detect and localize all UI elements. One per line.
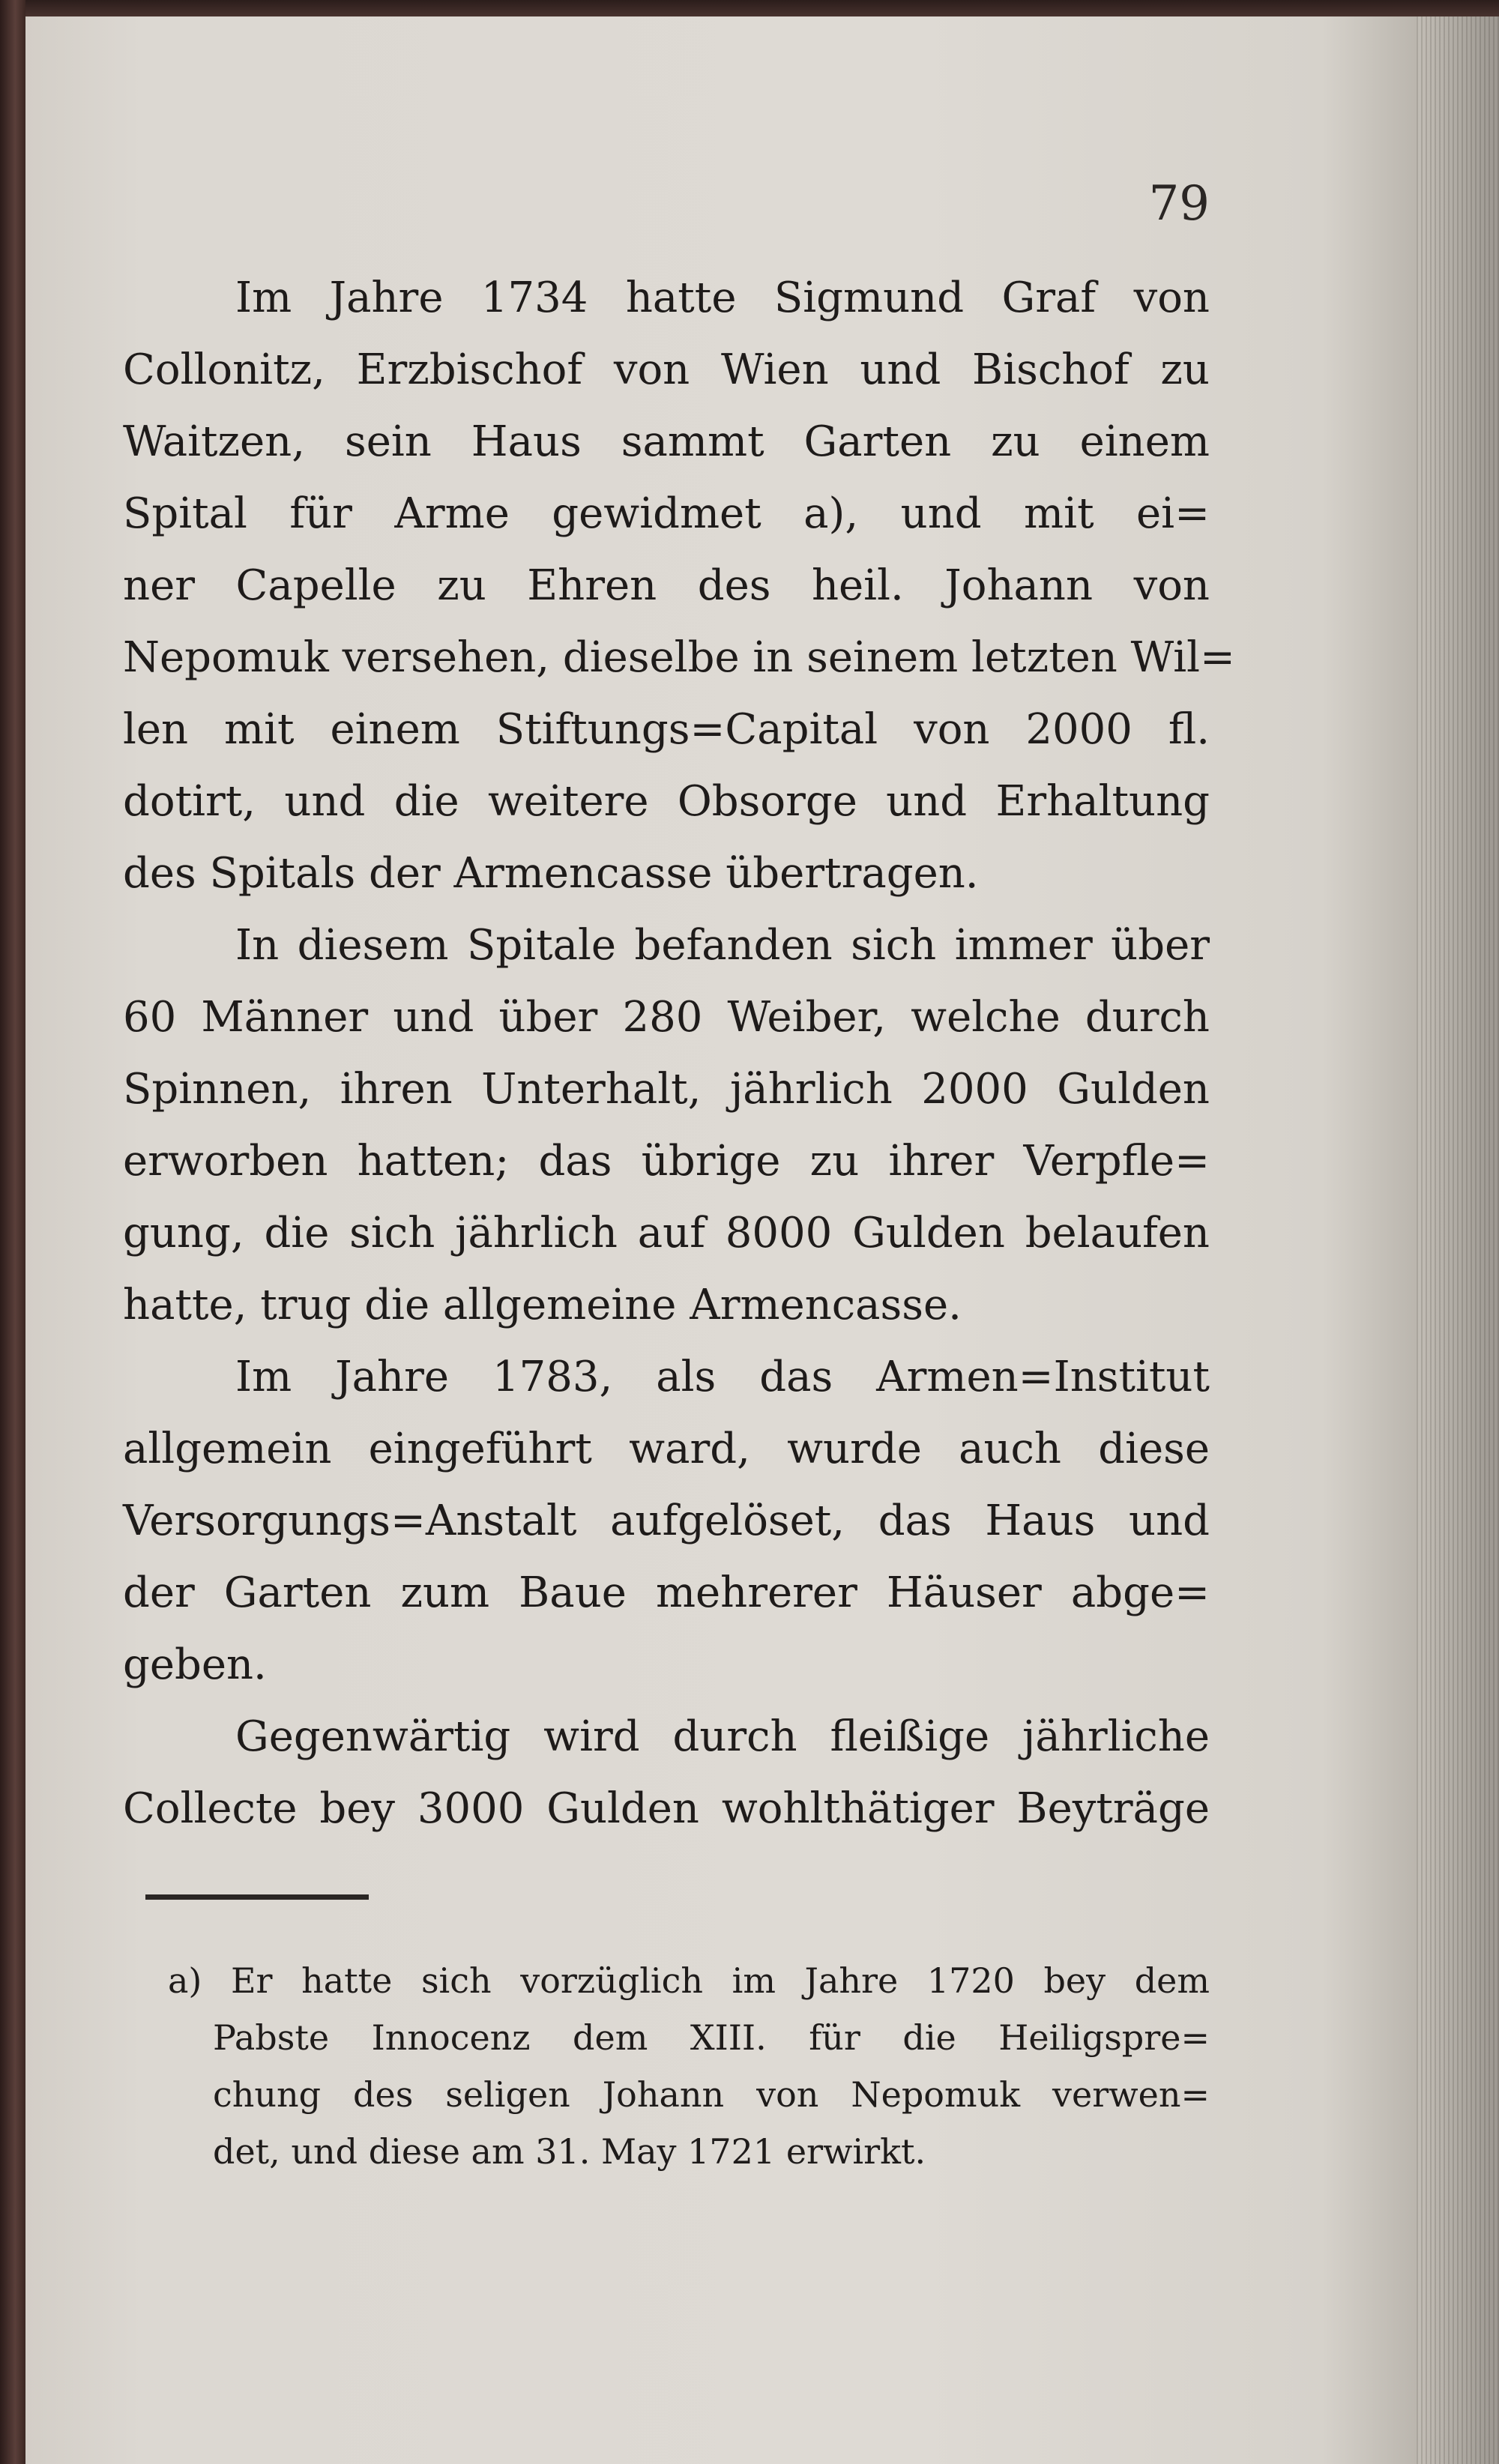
text-line: len mit einem Stiftungs=Capital von 2000 fl. xyxy=(123,705,1210,754)
page-text-block xyxy=(123,16,1235,2464)
text-line: des Spitals der Armencasse übertragen. xyxy=(123,849,979,898)
page-stack-edge xyxy=(1417,16,1499,2464)
text-line: Spinnen, ihren Unterhalt, jährlich 2000 Gulden xyxy=(123,1065,1210,1114)
text-line: Gegenwärtig wird durch fleißige jährliche xyxy=(235,1712,1210,1761)
text-line: Im Jahre 1783, als das Armen=Institut xyxy=(235,1353,1210,1401)
book-page xyxy=(25,16,1499,2464)
text-line: Collonitz, Erzbischof von Wien und Bischof zu xyxy=(123,345,1210,394)
text-line: Im Jahre 1734 hatte Sigmund Graf von xyxy=(235,274,1210,322)
page-number: 79 xyxy=(1148,176,1210,232)
footnote-line: Pabste Innocenz dem XIII. für die Heiligspre= xyxy=(213,2017,1210,2058)
text-line: hatte, trug die allgemeine Armencasse. xyxy=(123,1281,962,1329)
text-line: der Garten zum Baue mehrerer Häuser abge= xyxy=(123,1568,1210,1617)
footnote-line: chung des seligen Johann von Nepomuk verwen= xyxy=(213,2074,1210,2115)
text-line: Nepomuk versehen, dieselbe in seinem letzten Wil= xyxy=(123,633,1235,682)
book-cover-edge xyxy=(0,0,25,2464)
text-line: Collecte bey 3000 Gulden wohlthätiger Beyträge xyxy=(123,1784,1210,1833)
text-line: Spital für Arme gewidmet a), und mit ei= xyxy=(123,489,1210,538)
text-line: 60 Männer und über 280 Weiber, welche durch xyxy=(123,993,1210,1042)
text-line: erworben hatten; das übrige zu ihrer Verpfle= xyxy=(123,1137,1210,1186)
text-line: ner Capelle zu Ehren des heil. Johann von xyxy=(123,561,1210,610)
text-line: gung, die sich jährlich auf 8000 Gulden belaufen xyxy=(123,1209,1210,1257)
text-line: dotirt, und die weitere Obsorge und Erhaltung xyxy=(123,777,1210,826)
text-line: In diesem Spitale befanden sich immer über xyxy=(235,921,1210,970)
text-line: Versorgungs=Anstalt aufgelöset, das Haus und xyxy=(123,1497,1210,1545)
footnote-rule xyxy=(145,1894,369,1900)
text-line: allgemein eingeführt ward, wurde auch diese xyxy=(123,1425,1210,1473)
footnote-line: det, und diese am 31. May 1721 erwirkt. xyxy=(213,2131,926,2172)
text-line: Waitzen, sein Haus sammt Garten zu einem xyxy=(123,417,1210,466)
footnote-line: a) Er hatte sich vorzüglich im Jahre 1720 bey dem xyxy=(168,1960,1210,2001)
text-line: geben. xyxy=(123,1640,267,1689)
